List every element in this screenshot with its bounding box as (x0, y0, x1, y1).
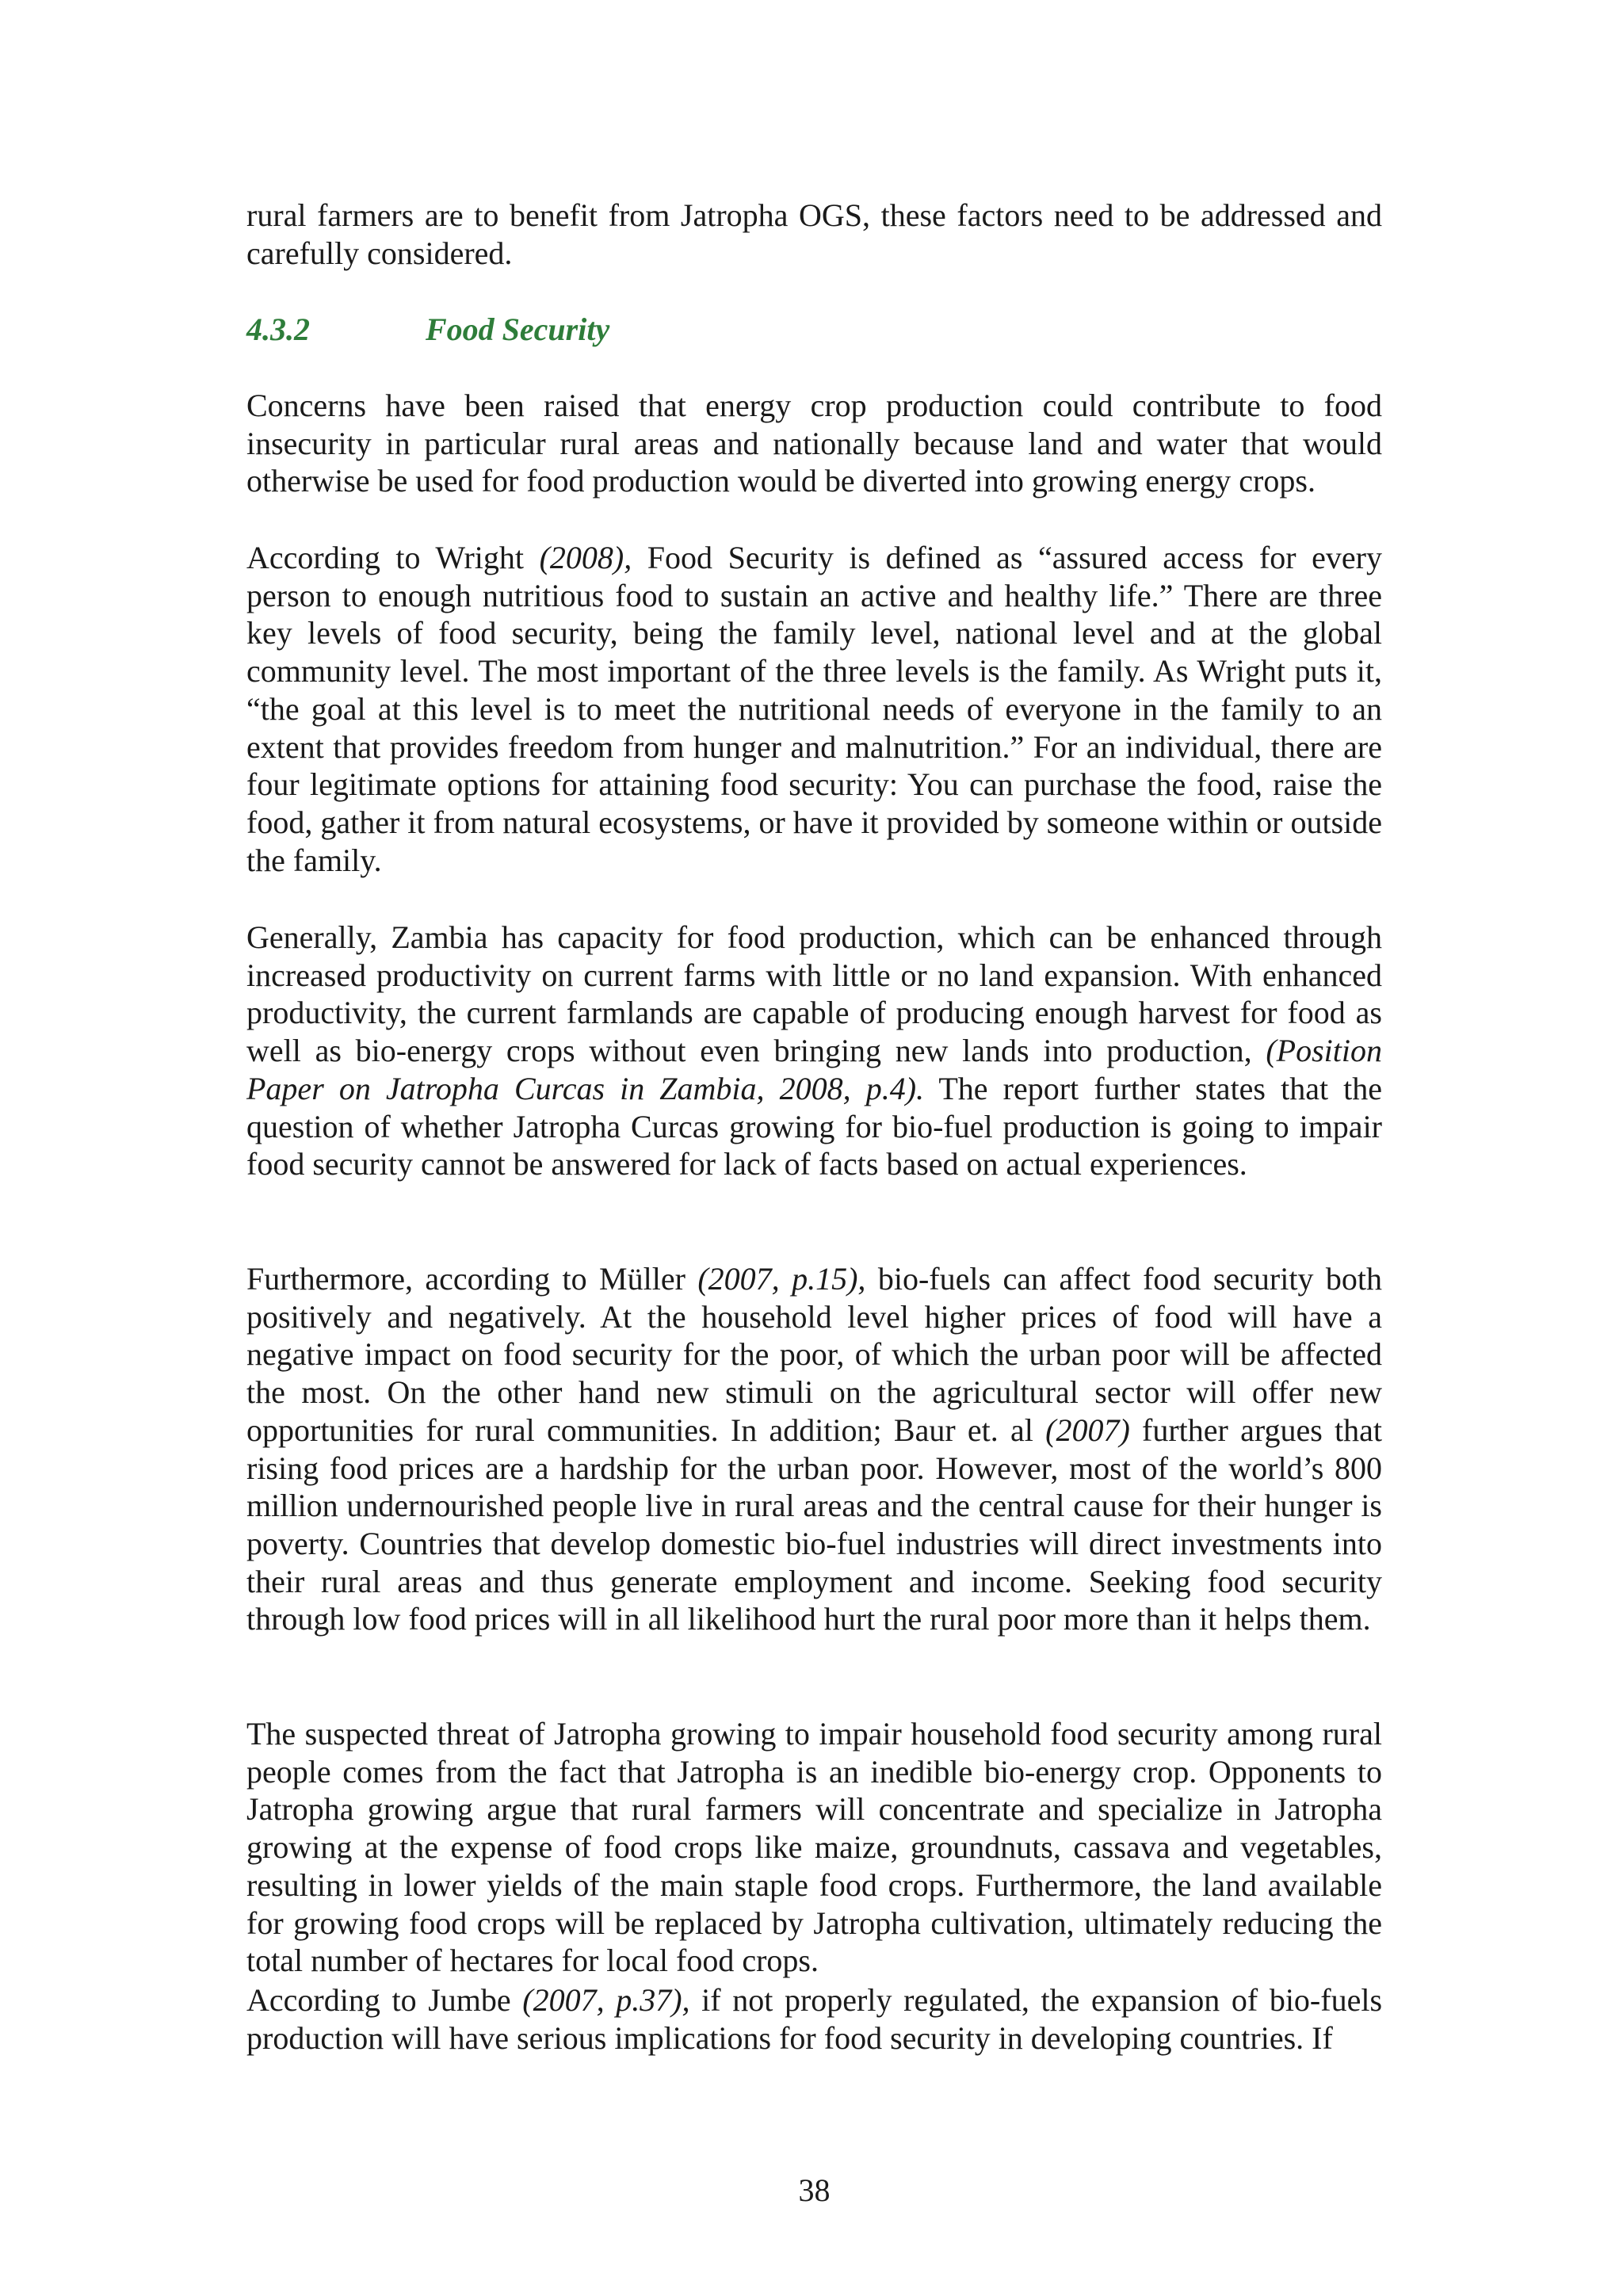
citation: (2007) (1045, 1412, 1130, 1448)
paragraph-text: According to Wright (246, 540, 540, 575)
citation: (2007, p.15), (697, 1261, 866, 1297)
paragraph-jatropha-threat (246, 1715, 1382, 1980)
paragraph-text: Generally, Zambia has capacity for food production, which can be enhanced through increased productivity on current farms with little or no land expansion. With enhanced productivity, the current farmlands are capable of producing enough harvest for food as well as bio-energy crops without even bringing new lands into production, (246, 919, 1382, 1069)
paragraph-zambia-capacity (246, 919, 1382, 1183)
paragraph-text: Food Security is defined as “assured access for every person to enough nutritious food to sustain an active and healthy life.” There are three key levels of food security, being the family level, national level and at the global community level. The most important of the three levels is the family. As Wright puts it, “the goal at this level is to meet the nutritional needs of everyone in the family to an extent that provides freedom from hunger and malnutrition.” For an individual, there are four legitimate options for attaining food security: You can purchase the food, raise the food, gather it from natural ecosystems, or have it provided by someone within or outside the family. (246, 540, 1383, 878)
paragraph-text: The suspected threat of Jatropha growing to impair household food security among rural people comes from the fact that Jatropha is an inedible bio-energy crop. Opponents to Jatropha growing argue that rural farmers will concentrate and specialize in Jatropha growing at the expense of food crops like maize, groundnuts, cassava and vegetables, resulting in lower yields of the main staple food crops. Furthermore, the land available for growing food crops will be replaced by Jatropha cultivation, ultimately reducing the total number of hectares for local food crops. (246, 1716, 1382, 1979)
paragraph-jumbe (246, 1981, 1382, 2057)
citation: (2007, p.37), (522, 1982, 690, 2018)
page-number: 38 (798, 2172, 831, 2208)
citation: (Position Paper on Jatropha Curcas in Zambia, 2008, p.4). (246, 1033, 1382, 1106)
paragraph-biofuels-effects (246, 1260, 1382, 1638)
section-number: 4.3.2 (246, 311, 310, 347)
paragraph-text: According to Jumbe (246, 1982, 523, 2018)
intro-paragraph: rural farmers are to benefit from Jatropha OGS, these factors need to be addressed and carefully considered. (246, 197, 1382, 271)
paragraph-food-security-definition (246, 539, 1382, 879)
paragraph-text: bio-fuels can affect food security both positively and negatively. At the household level higher prices of food will have a negative impact on food security for the poor, of which the urban poor will be affected the most. On the other hand new stimuli on the agricultural sector will offer new opportunities for rural communities. In addition; Baur et. al (246, 1261, 1383, 1448)
paragraph-text: if not properly regulated, the expansion of bio-fuels production will have serious implications for food security in developing countries. If (246, 1982, 1383, 2056)
paragraph-text: The report further states that the question of whether Jatropha Curcas growing for bio-fuel production is going to impair food security cannot be answered for lack of facts based on actual experiences. (246, 1070, 1382, 1182)
paragraph-text: Furthermore, according to Müller (246, 1261, 698, 1297)
section-heading (246, 311, 1382, 349)
section-title: Food Security (426, 311, 610, 347)
paragraph-text: Concerns have been raised that energy crop production could contribute to food insecurity in particular rural areas and nationally because land and water that would otherwise be used for food production would be diverted into growing energy crops. (246, 388, 1382, 499)
document-page (246, 0, 1382, 2296)
paragraph-text: further argues that rising food prices are a hardship for the urban poor. However, most of the world’s 800 million undernourished people live in rural areas and the central cause for their hunger is poverty. Countries that develop domestic bio-fuel industries will direct investments into their rural areas and thus generate employment and income. Seeking food security through low food prices will in all likelihood hurt the rural poor more than it helps them. (246, 1412, 1382, 1637)
citation: (2008), (539, 540, 632, 575)
paragraph-food-insecurity-concerns (246, 387, 1382, 500)
